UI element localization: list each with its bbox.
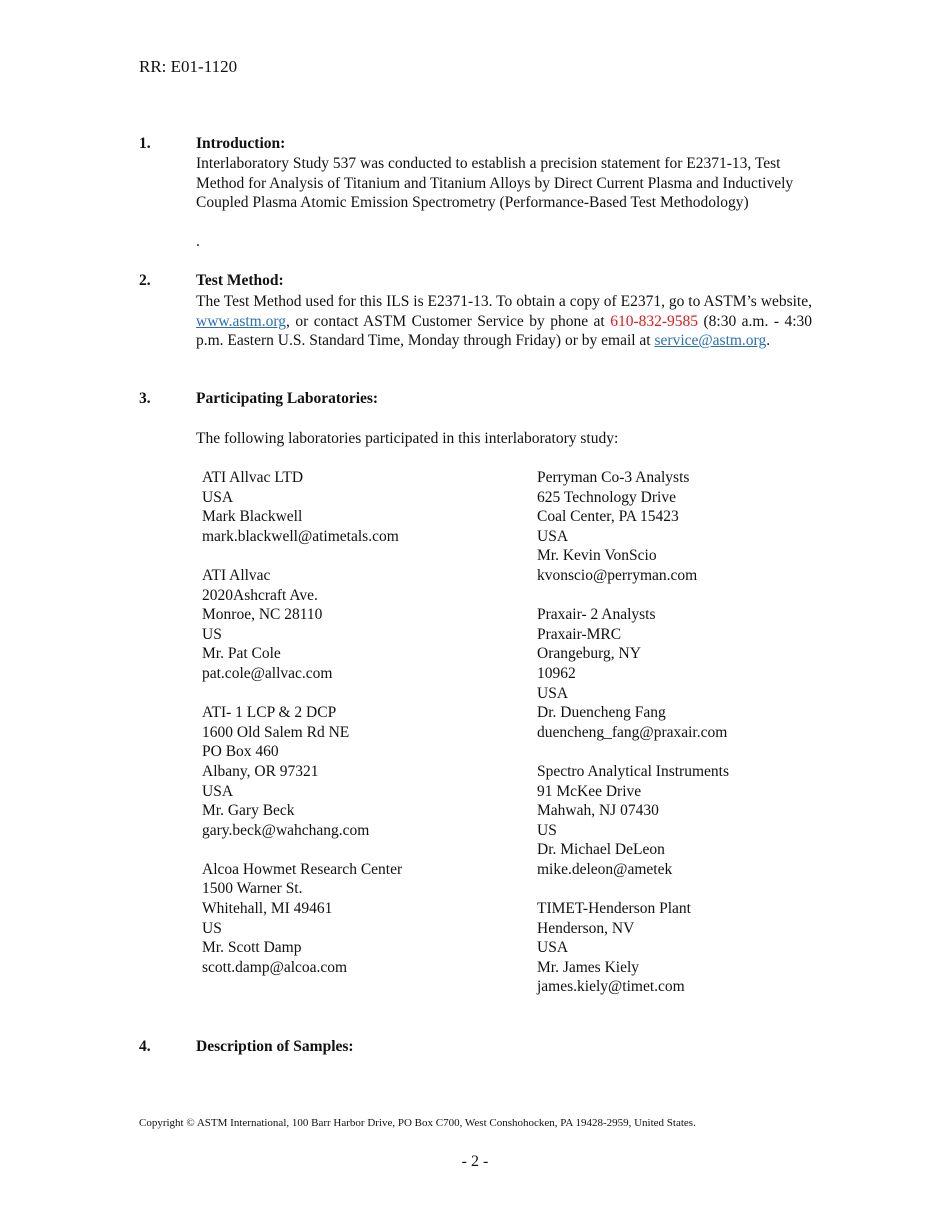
lab-entry: [537, 468, 729, 586]
section-number: 2.: [139, 272, 151, 289]
section-title-samples: Description of Samples:: [196, 1038, 354, 1055]
lab-entry-line: ATI Allvac LTD: [202, 469, 304, 486]
introduction-trailing-dot: .: [196, 233, 200, 250]
lab-entry-line: US: [202, 919, 222, 937]
lab-entry-line: USA: [537, 527, 569, 545]
lab-entry-line: gary.beck@wahchang.com: [202, 821, 370, 839]
lab-entry-line: Orangeburg, NY: [537, 645, 641, 663]
test-method-text: [196, 292, 812, 351]
section-number: 1.: [139, 135, 151, 152]
section-number: 3.: [139, 390, 151, 407]
lab-entry-line: US: [537, 821, 557, 839]
lab-entry: [202, 703, 402, 840]
lab-entry: [202, 468, 402, 546]
lab-entry-line: Mr. Pat Cole: [202, 645, 281, 663]
page-number: - 2 -: [461, 1153, 489, 1170]
document-id: RR: E01-1120: [139, 57, 238, 76]
lab-entry-line: Praxair- 2 Analysts: [537, 606, 656, 624]
test-method-text-4: .: [766, 332, 771, 350]
lab-entry-line: USA: [202, 488, 234, 506]
section-title-participating-labs: Participating Laboratories:: [196, 390, 379, 407]
lab-entry-line: mark.blackwell@atimetals.com: [202, 527, 399, 545]
lab-entry-line: mike.deleon@ametek: [537, 860, 673, 878]
lab-entry-line: 10962: [537, 664, 576, 682]
lab-entry-line: Dr. Michael DeLeon: [537, 841, 665, 859]
lab-entry-line: Monroe, NC 28110: [202, 606, 323, 624]
section-number: 4.: [139, 1038, 151, 1055]
lab-entry-line: duencheng_fang@praxair.com: [537, 723, 728, 741]
lab-entry-line: USA: [202, 782, 234, 800]
service-email-link[interactable]: service@astm.org: [654, 332, 767, 350]
lab-entry-line: Dr. Duencheng Fang: [537, 704, 666, 722]
lab-entry-line: USA: [537, 939, 569, 957]
lab-entry-line: Albany, OR 97321: [202, 762, 319, 780]
lab-entry-line: USA: [537, 684, 569, 702]
astm-website-link[interactable]: www.astm.org: [196, 312, 286, 330]
test-method-text-1: The Test Method used for this ILS is E2371-13. To obtain a copy of E2371, go to ASTM’s website,: [196, 293, 812, 310]
introduction-text: Interlaboratory Study 537 was conducted to establish a precision statement for E2371-13, Test Method for Analysis of Titanium and Titanium Alloys by Direct Current Plasma and Inductively Coupled Plasma Atomic Emission Spectrometry (Performance-Based Test Methodology): [196, 155, 794, 212]
section-title-introduction: Introduction:: [196, 135, 286, 152]
lab-entry-line: Perryman Co-3 Analysts: [537, 469, 690, 486]
lab-entry-line: 1600 Old Salem Rd NE: [202, 723, 350, 741]
lab-entry-line: 91 McKee Drive: [537, 782, 642, 800]
labs-right-column: [537, 468, 729, 1017]
lab-entry-line: scott.damp@alcoa.com: [202, 958, 348, 976]
labs-intro-text: The following laboratories participated in this interlaboratory study:: [196, 430, 619, 447]
lab-entry-line: 1500 Warner St.: [202, 880, 303, 898]
lab-entry-line: ATI Allvac: [202, 566, 271, 584]
lab-entry-line: Mr. Kevin VonScio: [537, 547, 657, 565]
lab-entry-line: 625 Technology Drive: [537, 488, 676, 506]
lab-entry: [202, 860, 402, 978]
lab-entry-line: Mahwah, NJ 07430: [537, 802, 659, 820]
lab-entry-line: Mr. Gary Beck: [202, 802, 295, 820]
lab-entry-line: TIMET-Henderson Plant: [537, 900, 691, 918]
copyright-footer: Copyright © ASTM International, 100 Barr Harbor Drive, PO Box C700, West Conshohocken, PA 19428-2959, United States.: [139, 1117, 696, 1129]
lab-entry: [537, 605, 729, 742]
lab-entry-line: Henderson, NV: [537, 919, 635, 937]
lab-entry-line: Coal Center, PA 15423: [537, 508, 679, 526]
lab-entry-line: pat.cole@allvac.com: [202, 664, 333, 682]
lab-entry-line: PO Box 460: [202, 743, 279, 761]
lab-entry-line: james.kiely@timet.com: [537, 978, 685, 996]
lab-entry-line: ATI- 1 LCP & 2 DCP: [202, 704, 337, 722]
test-method-text-3: (8:30 a.m. - 4:30 p.m. Eastern U.S. Standard Time, Monday through Friday) or by email at: [196, 312, 812, 350]
lab-entry-line: Mr. James Kiely: [537, 958, 640, 976]
phone-number: 610-832-9585: [610, 312, 699, 330]
lab-entry-line: Mark Blackwell: [202, 508, 303, 526]
lab-entry-line: US: [202, 625, 222, 643]
lab-entry-line: Mr. Scott Damp: [202, 939, 302, 957]
lab-entry: [537, 762, 729, 880]
section-title-test-method: Test Method:: [196, 272, 284, 289]
test-method-text-2: , or contact ASTM Customer Service by phone at: [285, 312, 611, 330]
lab-entry: [537, 899, 729, 997]
lab-entry-line: 2020Ashcraft Ave.: [202, 586, 318, 604]
lab-entry: [202, 566, 402, 684]
lab-entry-line: Whitehall, MI 49461: [202, 900, 333, 918]
lab-entry-line: Alcoa Howmet Research Center: [202, 860, 403, 878]
lab-entry-line: Praxair-MRC: [537, 625, 622, 643]
lab-entry-line: Spectro Analytical Instruments: [537, 762, 729, 780]
labs-left-column: [202, 468, 402, 997]
lab-entry-line: kvonscio@perryman.com: [537, 566, 698, 584]
